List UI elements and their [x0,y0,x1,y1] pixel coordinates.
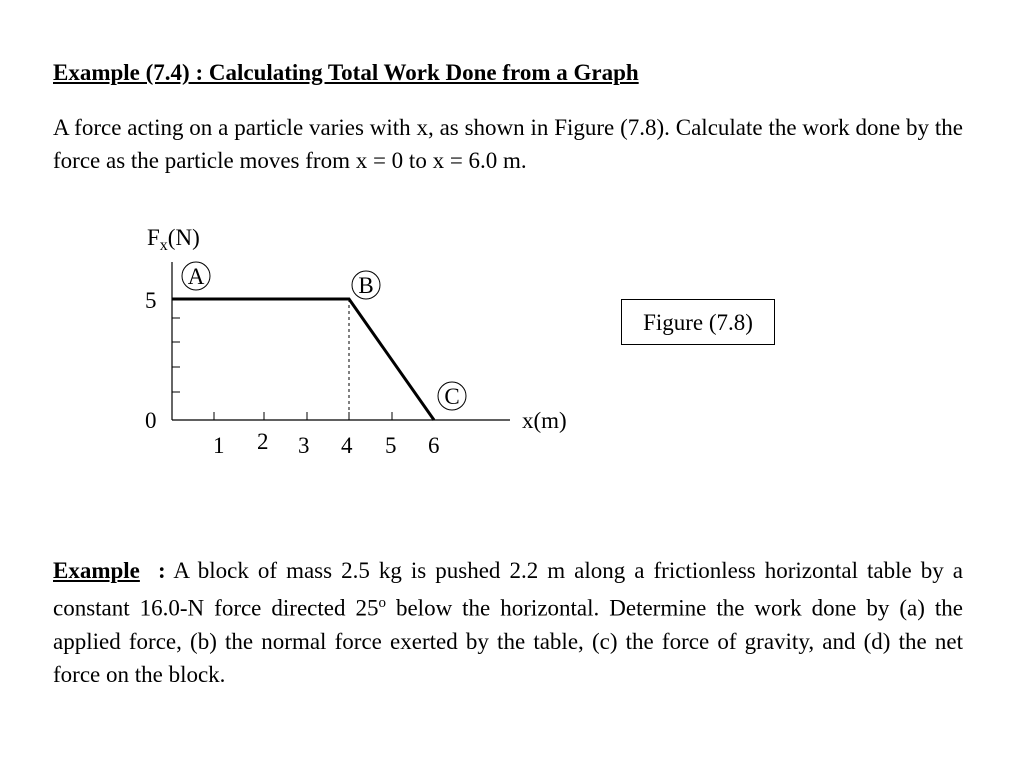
x-axis-ticks [188,412,392,420]
example-heading: Example (7.4) : Calculating Total Work Done from a Graph [53,60,639,85]
x-tick-label-3: 3 [298,433,310,458]
y-tick-label-5: 5 [145,288,157,313]
example-text-part1: A block of mass 2.5 kg is pushed 2.2 m along a frictionless horizontal table by a constant 16.0-N force directed 25 [53,558,963,621]
point-b-marker [352,271,380,299]
point-b-label: B [358,273,374,298]
example-label: Example [53,558,140,583]
y-tick-label-0: 0 [145,408,157,433]
point-c-label: C [444,384,460,409]
force-curve [172,299,434,420]
x-tick-label-1: 1 [213,433,225,458]
example-text-part2: below the horizontal. Determine the work done by (a) the applied force, (b) the normal force exerted by the table, (c) the force of gravity, and (d) the net force on the block. [53,595,964,687]
point-a-label: A [187,264,205,289]
degree-superscript: o [378,595,386,611]
point-a-marker [182,262,210,290]
x-tick-label-6: 6 [428,433,440,458]
x-axis-label: x(m) [522,408,567,433]
y-axis-ticks [172,318,180,392]
x-tick-label-4: 4 [341,433,353,458]
example-paragraph [53,554,963,691]
x-tick-label-2: 2 [257,429,269,454]
problem-paragraph: A force acting on a particle varies with x, as shown in Figure (7.8). Calculate the work done by the force as the particle moves from x = 0 to x = 6.0 m. [53,115,963,173]
y-axis-label: $F_x(N)$ [147,225,200,254]
figure-caption: Figure (7.8) [621,299,775,345]
x-tick-label-5: 5 [385,433,397,458]
point-c-marker [438,382,466,410]
example-colon: : [157,558,166,583]
